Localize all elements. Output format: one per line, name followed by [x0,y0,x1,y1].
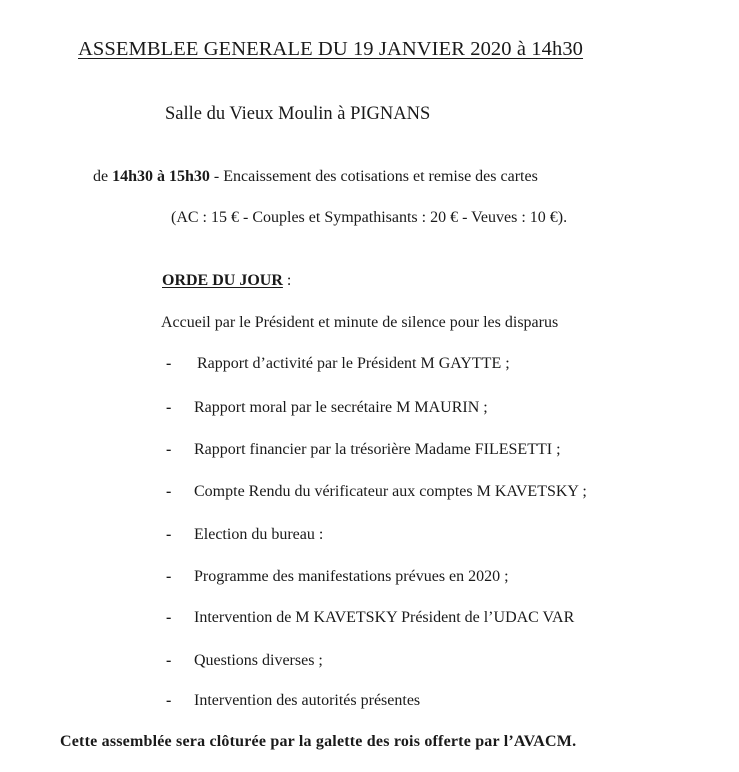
agenda-item-text: Intervention de M KAVETSKY Président de l’UDAC VAR [194,609,575,626]
bullet-dash: - [166,652,172,669]
closing-statement: Cette assemblée sera clôturée par la galette des rois offerte par l’AVACM. [60,733,577,750]
bullet-dash: - [166,441,172,458]
venue-line: Salle du Vieux Moulin à PIGNANS [165,104,431,124]
document-title: ASSEMBLEE GENERALE DU 19 JANVIER 2020 à 14h30 [78,38,584,60]
agenda-item-text: Election du bureau : [194,526,324,543]
agenda-heading-colon: : [282,272,292,289]
agenda-item-text: Rapport d’activité par le Président M GAYTTE ; [197,355,510,372]
bullet-dash: - [166,355,172,372]
fees-line: (AC : 15 € - Couples et Sympathisants : 20 € - Veuves : 10 €). [171,209,568,226]
bullet-dash: - [166,399,172,416]
schedule-prefix: de [93,168,113,185]
agenda-item-text: Compte Rendu du vérificateur aux comptes M KAVETSKY ; [194,483,587,500]
agenda-heading-label: ORDE DU JOUR [162,272,283,289]
bullet-dash: - [166,568,172,585]
agenda-item-text: Rapport financier par la trésorière Madame FILESETTI ; [194,441,561,458]
bullet-dash: - [166,483,172,500]
agenda-item-text: Programme des manifestations prévues en 2020 ; [194,568,509,585]
bullet-dash: - [166,692,172,709]
bullet-dash: - [166,609,172,626]
agenda-item-text: Rapport moral par le secrétaire M MAURIN ; [194,399,488,416]
bullet-dash: - [166,526,172,543]
agenda-item-text: Questions diverses ; [194,652,323,669]
agenda-intro: Accueil par le Président et minute de silence pour les disparus [161,314,559,331]
schedule-time-range: 14h30 à 15h30 [112,168,210,185]
agenda-item-text: Intervention des autorités présentes [194,692,421,709]
schedule-description: - Encaissement des cotisations et remise des cartes [209,168,538,185]
